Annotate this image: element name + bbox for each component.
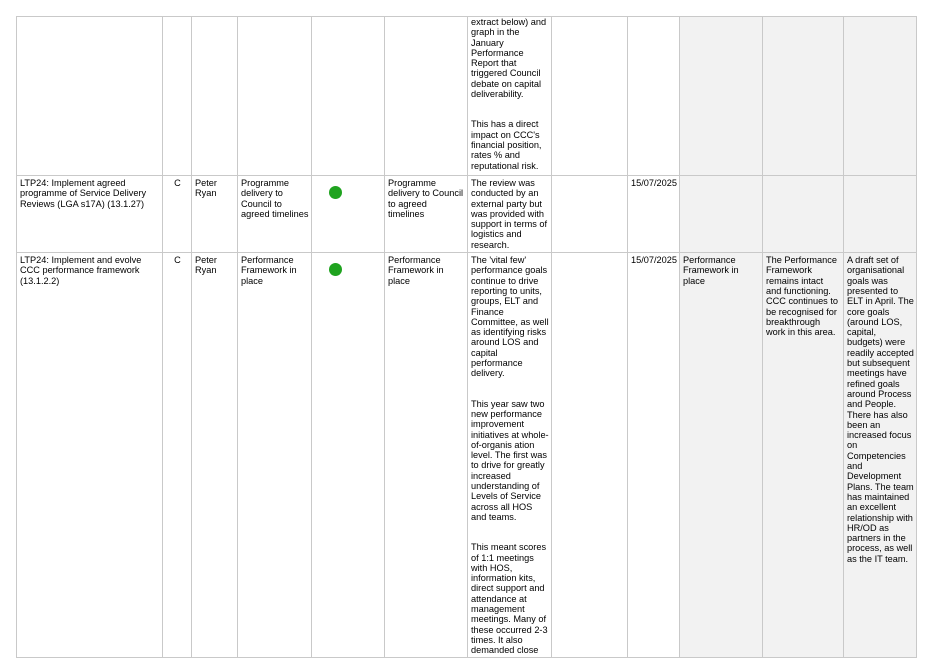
measure-cell: Programme delivery to Council to agreed timelines xyxy=(385,176,468,253)
result-cell xyxy=(679,17,762,176)
table-row xyxy=(17,17,917,176)
assessment-cell xyxy=(762,17,843,176)
commentary-paragraph: This year saw two new performance improvement initiatives at whole-of-organis ation level. The first was to drive for greatly increased understanding of Levels of Service across all HOS and teams. xyxy=(471,398,549,522)
commentary-paragraph: This has a direct impact on CCC's financial position, rates % and reputational risk. xyxy=(471,119,542,171)
commentary-paragraph: extract below) and graph in the January Performance Report that triggered Council debate on capital deliverability. xyxy=(471,17,547,100)
date-cell: 15/07/2025 xyxy=(628,253,680,658)
empty-cell xyxy=(552,176,628,253)
commentary-paragraph: This meant scores of 1:1 meetings with HOS, information kits, direct support and attendance at management meetings. Many of these occurred 2-3 times. It also demanded close xyxy=(471,542,548,656)
commentary-cell xyxy=(468,176,552,253)
project-cell xyxy=(17,17,163,176)
assessment-cell: The Performance Framework remains intact and functioning. CCC continues to be recognised for breakthrough work in this area. xyxy=(762,253,843,658)
status-cell xyxy=(312,253,385,658)
table-row xyxy=(17,253,917,658)
commentary-paragraph: The review was conducted by an external party but was provided with support in terms of logistics and research. xyxy=(471,178,548,250)
date-cell: 15/07/2025 xyxy=(628,176,680,253)
assessment-cell xyxy=(762,176,843,253)
empty-cell xyxy=(552,17,628,176)
green-status-icon xyxy=(329,186,342,199)
project-cell: LTP24: Implement agreed programme of Service Delivery Reviews (LGA s17A) (13.1.27) xyxy=(17,176,163,253)
target-cell: Performance Framework in place xyxy=(238,253,312,658)
notes-cell: A draft set of organisational goals was presented to ELT in April. The core goals (around LOS, capital, budgets) were readily accepted but subsequent meetings have refined goals around Process and People. There has also been an increased focus on Competencies and Development Plans. The team has maintained an excellent relationship with HR/OD as partners in the process, as well as the IT team. xyxy=(843,253,916,658)
class-cell: C xyxy=(163,176,192,253)
owner-cell xyxy=(192,17,238,176)
class-cell xyxy=(163,17,192,176)
green-status-icon xyxy=(329,263,342,276)
owner-cell: Peter Ryan xyxy=(192,176,238,253)
status-cell xyxy=(312,17,385,176)
date-cell xyxy=(628,17,680,176)
commentary-cell xyxy=(468,17,552,176)
class-cell: C xyxy=(163,253,192,658)
commentary-cell xyxy=(468,253,552,658)
empty-cell xyxy=(552,253,628,658)
measure-cell: Performance Framework in place xyxy=(385,253,468,658)
result-cell: Performance Framework in place xyxy=(679,253,762,658)
notes-cell xyxy=(843,17,916,176)
project-cell: LTP24: Implement and evolve CCC performance framework (13.1.2.2) xyxy=(17,253,163,658)
performance-report-table xyxy=(16,16,917,658)
measure-cell xyxy=(385,17,468,176)
target-cell xyxy=(238,17,312,176)
status-cell xyxy=(312,176,385,253)
table-row xyxy=(17,176,917,253)
owner-cell: Peter Ryan xyxy=(192,253,238,658)
result-cell xyxy=(679,176,762,253)
target-cell: Programme delivery to Council to agreed timelines xyxy=(238,176,312,253)
commentary-paragraph: The 'vital few' performance goals continue to drive reporting to units, groups, ELT and Finance Committee, as well as identifying risks around LOS and capital performance delivery. xyxy=(471,255,549,379)
notes-cell xyxy=(843,176,916,253)
